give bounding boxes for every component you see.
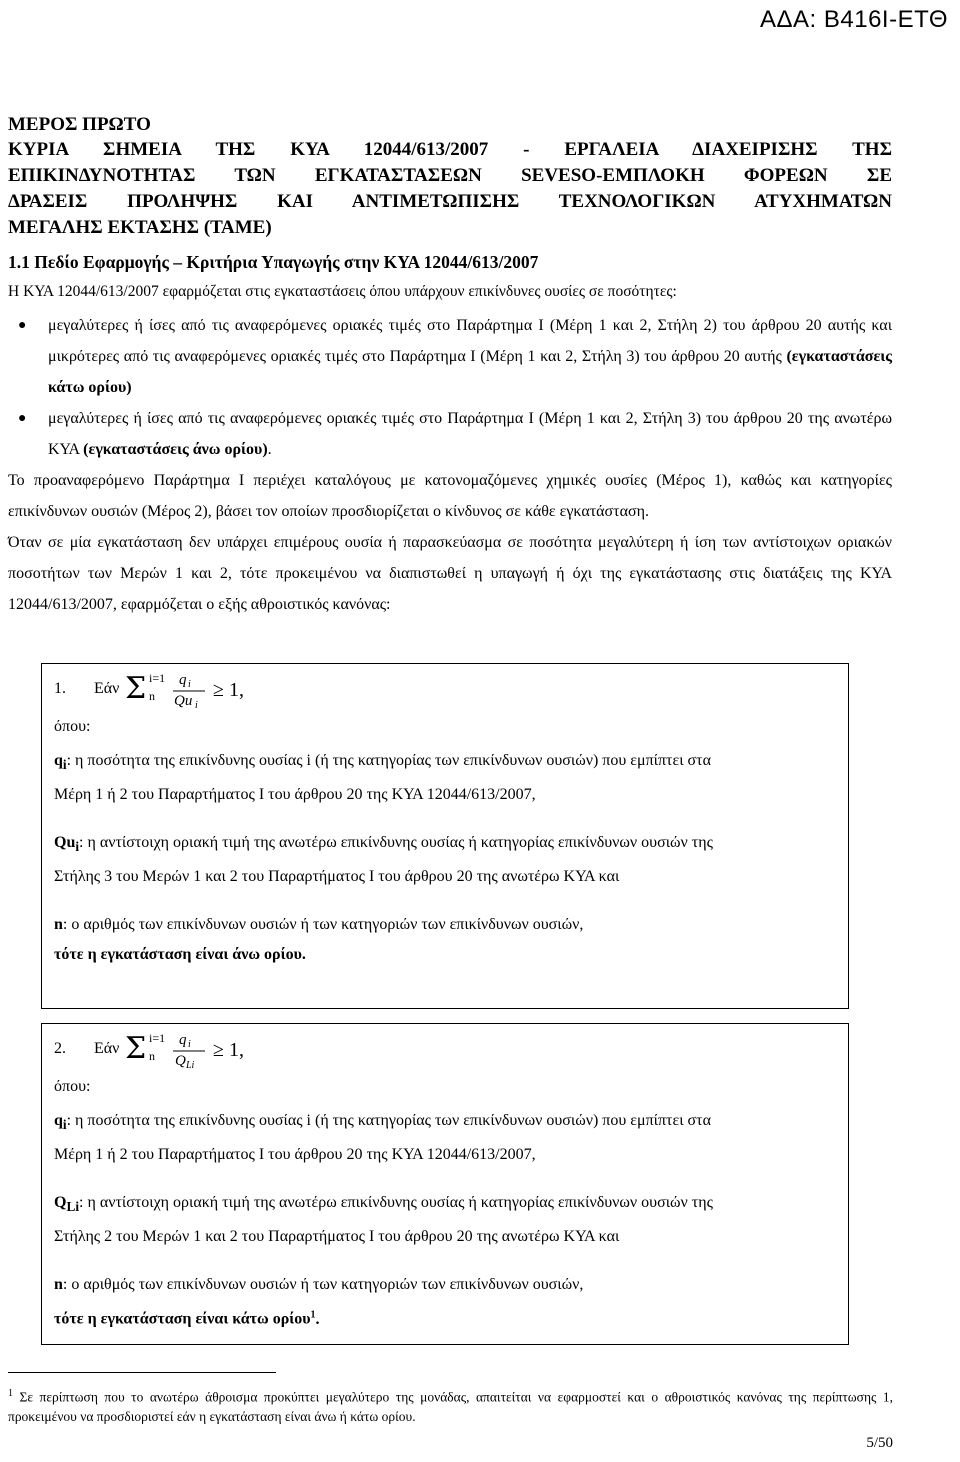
list-item-text: μεγαλύτερες ή ίσες από τις αναφερόμενες οριακές τιμές στο Παράρτημα Ι (Μέρη 1 και 2, Στήλη 3) του άρθρου 20 της ανωτέρω ΚΥΑ [48,410,892,458]
main-heading-line: ΔΡΑΣΕΙΣ ΠΡΟΛΗΨΗΣ ΚΑΙ ΑΝΤΙΜΕΤΩΠΙΣΗΣ ΤΕΧΝΟΛΟΓΙΚΩΝ ΑΤΥΧΗΜΑΤΩΝ [8,191,892,212]
criteria-list [8,310,892,465]
formula-row [54,668,836,710]
sum-lower-index: n [149,1049,156,1063]
definition-qu: $Qu_i$: η αντίστοιχη οριακή τιμή της ανωτέρω επικίνδυνης ουσίας ή κατηγορίας επικίνδυνων ουσιών της [54,834,713,855]
intro-paragraph: Η ΚΥΑ 12044/613/2007 εφαρμόζεται στις εγκαταστάσεις όπου υπάρχουν επικίνδυνες ουσίες σε ποσότητες: [8,283,677,300]
page-number: 5/50 [866,1435,893,1451]
fraction-denominator: Q [175,1053,187,1069]
paragraph: Το προαναφερόμενο Παράρτημα Ι περιέχει καταλόγους με κατονομαζόμενες χημικές ουσίες (Μέρος 1), καθώς και κατηγορίες επικίνδυνων ουσιών (Μέρος 2), βάσει τον οποίων προσδιορίζεται ο κίνδυνος σε κάθε εγκατάσταση. [8,472,892,520]
fraction-denominator-sub: Li [186,1060,195,1070]
list-item-bold: (εγκαταστάσεις κάτω ορίου) [48,348,892,396]
footnote-text: Σε περίπτωση που το ανωτέρω άθροισμα προκύπτει μεγαλύτερο της μονάδας, απαιτείται να εφαρμοστεί και ο αθροιστικός κανόνας της περίπτωσης 1, προκειμένου να προσδιοριστεί εάν η εγκατάσταση είναι άνω ή κάτω ορίου. [8,1389,893,1424]
paragraph: Όταν σε μία εγκατάσταση δεν υπάρχει επιμέρους ουσία ή παρασκεύασμα σε ποσότητα μεγαλύτερη ή ίση των αντίστοιχων οριακών ποσοτήτων των Μερών 1 και 2, τότε προκειμένου να διαπιστωθεί η υπαγωγή ή όχι της εγκατάστασης στις διατάξεις της ΚΥΑ 12044/613/2007, εφαρμόζεται ο εξής αθροιστικός κανόνας: [8,534,892,613]
where-label: όπου: [54,718,91,735]
bullet-icon: ● [18,411,27,426]
fraction-numerator-sub: i [188,1039,192,1050]
definition-q-cont: Μέρη 1 ή 2 του Παραρτήματος Ι του άρθρου 20 της ΚΥΑ 12044/613/2007, [54,1146,536,1164]
definition-q-cont: Μέρη 1 ή 2 του Παραρτήματος Ι του άρθρου 20 της ΚΥΑ 12044/613/2007, [54,786,536,804]
if-word: Εάν [94,680,120,697]
definition-n: n: ο αριθμός των επικίνδυνων ουσιών ή των κατηγοριών των επικίνδυνων ουσιών, [54,1276,584,1294]
list-item-bold: (εγκαταστάσεις άνω ορίου) [83,441,268,458]
definition-ql-cont: Στήλης 2 του Μερών 1 και 2 του Παραρτήματος Ι του άρθρου 20 της ανωτέρω ΚΥΑ και [54,1228,620,1246]
bullet-icon: ● [18,318,27,333]
section-heading: 1.1 Πεδίο Εφαρμογής – Κριτήρια Υπαγωγής στην ΚΥΑ 12044/613/2007 [8,252,539,272]
sum-upper-index: i=1 [149,671,166,685]
rule-box-1 [41,663,849,1009]
rule-conclusion: τότε η εγκατάσταση είναι άνω ορίου. [54,946,306,964]
footnote [8,1384,893,1426]
where-label: όπου: [54,1078,91,1095]
definition-n: n: ο αριθμός των επικίνδυνων ουσιών ή των κατηγοριών των επικίνδυνων ουσιών, [54,916,584,934]
rule-number: 2. [54,1040,66,1057]
sum-upper-index: i=1 [149,1031,166,1045]
fraction-numerator: q [179,672,187,688]
if-word: Εάν [94,1040,120,1057]
main-heading-line: ΚΥΡΙΑ ΣΗΜΕΙΑ ΤΗΣ ΚΥΑ 12044/613/2007 - ΕΡΓΑΛΕΙΑ ΔΙΑΧΕΙΡΙΣΗΣ ΤΗΣ [8,139,892,160]
part-title: ΜΕΡΟΣ ΠΡΩΤΟ [8,114,151,135]
main-heading-line: ΕΠΙΚΙΝΔΥΝΟΤΗΤΑΣ ΤΩΝ ΕΓΚΑΤΑΣΤΑΣΕΩΝ SEVESO-ΕΜΠΛΟΚΗ ΦΟΡΕΩΝ ΣΕ [8,165,892,186]
sum-formula [123,1028,273,1070]
document-code: ΑΔΑ: Β416Ι-ΕΤΘ [760,6,948,33]
main-heading [8,137,892,241]
rule-box-2 [41,1023,849,1345]
rule-conclusion: τότε η εγκατάσταση είναι κάτω ορίου$^1$. [54,1309,320,1328]
list-item [8,310,892,403]
definition-ql: $Q_{Li}$: η αντίστοιχη οριακή τιμή της ανωτέρω επικίνδυνης ουσίας ή κατηγορίας επικίνδυνων ουσιών της [54,1194,713,1215]
sigma-symbol: Σ [125,671,147,706]
footnote-ref: 1 [310,1309,316,1321]
formula-row [54,1028,836,1070]
list-item-tail: . [267,441,272,458]
fraction-numerator-sub: i [188,679,192,690]
formula-relation: ≥ 1, [213,1039,245,1061]
main-heading-line: ΜΕΓΑΛΗΣ ΕΚΤΑΣΗΣ (ΤΑΜΕ) [8,217,272,238]
sum-lower-index: n [149,689,156,703]
list-item-text: μεγαλύτερες ή ίσες από τις αναφερόμενες οριακές τιμές στο Παράρτημα Ι (Μέρη 1 και 2, Στήλη 2) του άρθρου 20 αυτής και μικρότερες από τις αναφερόμενες οριακές τιμές στο Παράρτημα Ι (Μέρη 1 και 2, Στήλη 3) του άρθρου 20 αυτής [48,317,892,365]
definition-q: $q_i$: η ποσότητα της επικίνδυνης ουσίας i (ή της κατηγορίας των επικίνδυνων ουσιών) που εμπίπτει στα [54,752,711,773]
document-body [8,112,892,620]
sigma-symbol: Σ [125,1031,147,1066]
footnote-separator [8,1372,276,1373]
definition-q: $q_i$: η ποσότητα της επικίνδυνης ουσίας i (ή της κατηγορίας των επικίνδυνων ουσιών) που εμπίπτει στα [54,1112,711,1133]
definition-qu-cont: Στήλης 3 του Μερών 1 και 2 του Παραρτήματος Ι του άρθρου 20 της ανωτέρω ΚΥΑ και [54,868,620,886]
fraction-numerator: q [179,1032,187,1048]
fraction-denominator-sub: i [195,700,199,710]
fraction-denominator: Qu [174,693,193,709]
list-item [8,403,892,465]
sum-formula [123,668,273,710]
rule-number: 1. [54,680,66,697]
footnote-mark: 1 [8,1388,13,1399]
formula-relation: ≥ 1, [213,679,245,701]
